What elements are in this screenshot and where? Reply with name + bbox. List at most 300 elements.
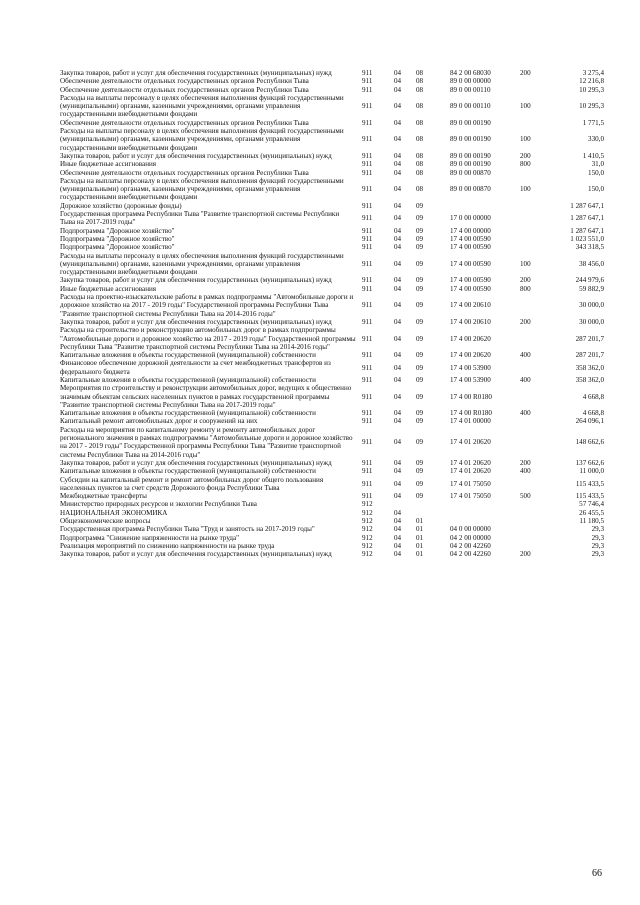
line-item-name: Государственная программа Республики Тыва "Труд и занятость на 2017-2019 годы" xyxy=(60,525,315,534)
line-item-name: Иные бюджетные ассигнования xyxy=(60,160,157,169)
expense-type-code xyxy=(520,525,548,533)
table-row xyxy=(60,127,604,152)
expense-type-code: 400 xyxy=(520,409,531,418)
table-row xyxy=(60,243,604,251)
section-code: 04 xyxy=(394,409,402,418)
section-code: 04 xyxy=(394,151,402,160)
amount: 10 295,3 xyxy=(579,85,604,94)
line-item-name: Закупка товаров, работ и услуг для обеспечения государственных (муниципальных) нужд xyxy=(60,317,332,326)
expense-type-code xyxy=(520,426,548,459)
table-row xyxy=(60,500,604,508)
amount: 30 000,0 xyxy=(579,301,604,310)
target-article-code xyxy=(446,500,520,508)
budget-table xyxy=(60,69,604,559)
section-code: 04 xyxy=(394,284,402,293)
budget-table-body xyxy=(60,69,604,559)
section-code: 04 xyxy=(394,77,402,86)
subsection-code: 09 xyxy=(416,392,424,401)
admin-code: 912 xyxy=(362,533,373,542)
subsection-code: 09 xyxy=(416,467,424,476)
table-row xyxy=(60,119,604,127)
expense-type-code: 100 xyxy=(520,102,531,111)
amount: 57 746,4 xyxy=(579,500,604,509)
line-item-name: Закупка товаров, работ и услуг для обеспечения государственных (муниципальных) нужд xyxy=(60,151,332,160)
subsection-code: 08 xyxy=(416,102,424,111)
expense-type-code xyxy=(520,227,548,235)
section-code: 04 xyxy=(394,550,402,559)
target-article-code: 89 0 00 00870 xyxy=(450,185,491,194)
line-item-name: Общеэкономические вопросы xyxy=(60,517,151,526)
section-code: 04 xyxy=(394,375,402,384)
admin-code: 911 xyxy=(362,334,373,343)
section-code: 04 xyxy=(394,525,402,534)
table-row xyxy=(60,409,604,417)
amount: 150,0 xyxy=(588,185,604,194)
amount: 4 668,8 xyxy=(582,392,604,401)
section-code: 04 xyxy=(394,541,402,550)
table-row xyxy=(60,459,604,467)
line-item-name: Капитальные вложения в объекты государственной (муниципальной) собственности xyxy=(60,409,316,418)
line-item-name: Закупка товаров, работ и услуг для обеспечения государственных (муниципальных) нужд xyxy=(60,69,332,77)
line-item-name: Расходы на выплаты персоналу в целях обеспечения выполнения функций государственными (муниципальными) органами, казенными учреждениями, органами управления государственными внебюджетными фондами xyxy=(60,251,344,277)
target-article-code: 17 4 01 75050 xyxy=(450,492,491,501)
section-code: 04 xyxy=(394,438,402,447)
amount: 11 180,5 xyxy=(579,517,604,526)
target-article-code: 17 0 00 00000 xyxy=(450,214,491,223)
section-code: 04 xyxy=(394,417,402,426)
table-row xyxy=(60,69,604,77)
table-row xyxy=(60,293,604,318)
table-row xyxy=(60,152,604,160)
line-item-name: Расходы на выплаты персоналу в целях обеспечения выполнения функций государственными (муниципальными) органами, казенными учреждениями, органами управления государственными внебюджетными фондами xyxy=(60,176,344,202)
target-article-code: 17 4 00 00590 xyxy=(450,243,491,252)
expense-type-code xyxy=(520,235,548,243)
expense-type-code: 400 xyxy=(520,375,531,384)
admin-code: 911 xyxy=(362,438,373,447)
line-item-name: Капитальный ремонт автомобильных дорог и сооружений на них xyxy=(60,417,258,426)
subsection-code: 08 xyxy=(416,69,424,77)
line-item-name: Иные бюджетные ассигнования xyxy=(60,284,157,293)
target-article-code: 17 4 00 20610 xyxy=(450,317,491,326)
subsection-code: 01 xyxy=(416,517,424,526)
section-code: 04 xyxy=(394,160,402,169)
amount: 1 287 647,1 xyxy=(570,226,604,235)
amount: 1 287 647,1 xyxy=(570,201,604,210)
amount: 1 287 647,1 xyxy=(570,214,604,223)
table-row xyxy=(60,492,604,500)
admin-code: 912 xyxy=(362,500,373,509)
admin-code: 911 xyxy=(362,409,373,418)
admin-code: 911 xyxy=(362,458,373,467)
section-code: 04 xyxy=(394,276,402,285)
section-code: 04 xyxy=(394,533,402,542)
section-code: 04 xyxy=(394,234,402,243)
table-row xyxy=(60,235,604,243)
table-row xyxy=(60,94,604,119)
line-item-name: Министерство природных ресурсов и экологии Республики Тыва xyxy=(60,500,257,509)
admin-code: 912 xyxy=(362,525,373,534)
expense-type-code: 100 xyxy=(520,185,531,194)
table-row xyxy=(60,476,604,493)
amount: 30 000,0 xyxy=(579,317,604,326)
target-article-code: 89 0 00 00190 xyxy=(450,160,491,169)
section-code: 04 xyxy=(394,392,402,401)
section-code: 04 xyxy=(394,201,402,210)
expense-type-code: 100 xyxy=(520,135,531,144)
admin-code: 911 xyxy=(362,69,373,77)
target-article-code: 89 0 00 00110 xyxy=(450,102,491,111)
expense-type-code: 500 xyxy=(520,492,531,501)
subsection-code: 08 xyxy=(416,77,424,86)
target-article-code: 17 4 00 00590 xyxy=(450,234,491,243)
admin-code: 911 xyxy=(362,214,373,223)
target-article-code: 17 4 00 20620 xyxy=(450,334,491,343)
admin-code: 911 xyxy=(362,392,373,401)
section-code xyxy=(394,500,416,508)
section-code: 04 xyxy=(394,351,402,360)
line-item-name: Обеспечение деятельности отдельных государственных органов Республики Тыва xyxy=(60,85,309,94)
admin-code: 912 xyxy=(362,517,373,526)
table-row xyxy=(60,426,604,459)
table-row xyxy=(60,252,604,277)
admin-code: 911 xyxy=(362,226,373,235)
subsection-code: 09 xyxy=(416,334,424,343)
amount: 115 433,5 xyxy=(575,492,604,501)
admin-code: 911 xyxy=(362,234,373,243)
table-row xyxy=(60,550,604,558)
section-code: 04 xyxy=(394,458,402,467)
expense-type-code xyxy=(520,77,548,85)
amount: 264 096,1 xyxy=(575,417,604,426)
amount: 358 362,0 xyxy=(575,375,604,384)
admin-code: 911 xyxy=(362,259,373,268)
line-item-name: Межбюджетные трансферты xyxy=(60,492,147,501)
subsection-code: 08 xyxy=(416,85,424,94)
expense-type-code xyxy=(520,326,548,351)
amount: 31,0 xyxy=(591,160,604,169)
subsection-code: 09 xyxy=(416,259,424,268)
line-item-name: Расходы на выплаты персоналу в целях обеспечения выполнения функций государственными (муниципальными) органами, казенными учреждениями, органами управления государственными внебюджетными фондами xyxy=(60,93,344,119)
subsection-code: 09 xyxy=(416,417,424,426)
line-item-name: Подпрограмма "Дорожное хозяйство" xyxy=(60,243,175,252)
expense-type-code xyxy=(520,509,548,517)
subsection-code: 09 xyxy=(416,458,424,467)
expense-type-code: 400 xyxy=(520,351,531,360)
section-code: 04 xyxy=(394,118,402,127)
line-item-name: Подпрограмма "Дорожное хозяйство" xyxy=(60,226,175,235)
amount: 150,0 xyxy=(588,168,604,177)
amount: 29,3 xyxy=(591,533,604,542)
target-article-code: 17 4 01 20620 xyxy=(450,438,491,447)
target-article-code: 89 0 00 00000 xyxy=(450,77,491,86)
section-code: 04 xyxy=(394,214,402,223)
section-code: 04 xyxy=(394,479,402,488)
amount: 10 295,3 xyxy=(579,102,604,111)
expense-type-code xyxy=(520,542,548,550)
amount: 287 201,7 xyxy=(575,334,604,343)
section-code: 04 xyxy=(394,334,402,343)
target-article-code: 04 2 00 00000 xyxy=(450,533,491,542)
table-row xyxy=(60,318,604,326)
target-article-code xyxy=(446,202,520,210)
subsection-code: 09 xyxy=(416,301,424,310)
line-item-name: Капитальные вложения в объекты государственной (муниципальной) собственности xyxy=(60,467,316,476)
target-article-code: 17 4 01 20620 xyxy=(450,467,491,476)
subsection-code: 09 xyxy=(416,492,424,501)
section-code: 04 xyxy=(394,69,402,77)
table-row xyxy=(60,285,604,293)
expense-type-code xyxy=(520,384,548,409)
line-item-name: Закупка товаров, работ и услуг для обеспечения государственных (муниципальных) нужд xyxy=(60,458,332,467)
target-article-code xyxy=(446,509,520,517)
target-article-code: 17 4 01 20620 xyxy=(450,458,491,467)
admin-code: 911 xyxy=(362,363,373,372)
admin-code: 911 xyxy=(362,492,373,501)
table-row xyxy=(60,77,604,85)
subsection-code: 09 xyxy=(416,201,424,210)
table-row xyxy=(60,517,604,525)
subsection-code: 09 xyxy=(416,284,424,293)
target-article-code: 17 4 00 00590 xyxy=(450,259,491,268)
line-item-name: Дорожное хозяйство (дорожные фонды) xyxy=(60,201,182,210)
admin-code: 911 xyxy=(362,185,373,194)
amount: 59 882,9 xyxy=(579,284,604,293)
expense-type-code: 200 xyxy=(520,550,531,559)
expense-type-code xyxy=(520,243,548,251)
admin-code: 911 xyxy=(362,151,373,160)
section-code: 04 xyxy=(394,467,402,476)
section-code: 04 xyxy=(394,243,402,252)
amount: 343 318,5 xyxy=(575,243,604,252)
target-article-code: 04 2 00 42260 xyxy=(450,550,491,559)
subsection-code: 09 xyxy=(416,243,424,252)
admin-code: 911 xyxy=(362,417,373,426)
page-number: 66 xyxy=(592,868,602,879)
line-item-name: Подпрограмма "Дорожное хозяйство" xyxy=(60,234,175,243)
table-row xyxy=(60,160,604,168)
table-row xyxy=(60,86,604,94)
expense-type-code xyxy=(520,517,548,525)
target-article-code: 89 0 00 00110 xyxy=(450,85,491,94)
expense-type-code: 200 xyxy=(520,317,531,326)
amount: 26 455,5 xyxy=(579,508,604,517)
subsection-code: 09 xyxy=(416,363,424,372)
admin-code: 911 xyxy=(362,160,373,169)
admin-code: 911 xyxy=(362,301,373,310)
subsection-code xyxy=(416,509,446,517)
admin-code: 912 xyxy=(362,550,373,559)
admin-code: 911 xyxy=(362,77,373,86)
subsection-code: 08 xyxy=(416,135,424,144)
admin-code: 911 xyxy=(362,201,373,210)
subsection-code: 09 xyxy=(416,479,424,488)
subsection-code: 09 xyxy=(416,234,424,243)
table-row xyxy=(60,210,604,227)
target-article-code: 04 0 00 00000 xyxy=(450,525,491,534)
section-code: 04 xyxy=(394,168,402,177)
amount: 1 410,5 xyxy=(582,151,604,160)
section-code: 04 xyxy=(394,135,402,144)
target-article-code xyxy=(446,517,520,525)
line-item-name: Обеспечение деятельности отдельных государственных органов Республики Тыва xyxy=(60,118,309,127)
target-article-code: 04 2 00 42260 xyxy=(450,541,491,550)
target-article-code: 17 4 00 53900 xyxy=(450,363,491,372)
table-row xyxy=(60,359,604,376)
section-code: 04 xyxy=(394,301,402,310)
section-code: 04 xyxy=(394,492,402,501)
admin-code: 911 xyxy=(362,479,373,488)
admin-code: 912 xyxy=(362,508,373,517)
target-article-code: 17 4 00 20620 xyxy=(450,351,491,360)
expense-type-code xyxy=(520,86,548,94)
amount: 115 433,5 xyxy=(575,479,604,488)
subsection-code: 08 xyxy=(416,185,424,194)
subsection-code: 08 xyxy=(416,118,424,127)
subsection-code: 08 xyxy=(416,160,424,169)
section-code: 04 xyxy=(394,259,402,268)
amount: 244 979,6 xyxy=(575,276,604,285)
target-article-code: 89 0 00 00190 xyxy=(450,118,491,127)
expense-type-code xyxy=(520,417,548,425)
target-article-code: 17 4 00 R0180 xyxy=(450,392,492,401)
target-article-code: 17 4 01 75050 xyxy=(450,479,491,488)
expense-type-code: 200 xyxy=(520,458,531,467)
table-row xyxy=(60,351,604,359)
expense-type-code xyxy=(520,293,548,318)
line-item-name: Капитальные вложения в объекты государственной (муниципальной) собственности xyxy=(60,351,316,360)
section-code: 04 xyxy=(394,517,402,526)
table-row xyxy=(60,525,604,533)
subsection-code: 09 xyxy=(416,226,424,235)
admin-code: 911 xyxy=(362,276,373,285)
amount: 330,0 xyxy=(588,135,604,144)
subsection-code: 09 xyxy=(416,276,424,285)
table-row xyxy=(60,509,604,517)
line-item-name: Субсидии на капитальный ремонт и ремонт автомобильных дорог общего пользования населенных пунктов за счет средств Дорожного фонда Республики Тыва xyxy=(60,475,324,492)
line-item-name: НАЦИОНАЛЬНАЯ ЭКОНОМИКА xyxy=(60,508,168,517)
admin-code: 911 xyxy=(362,243,373,252)
expense-type-code: 100 xyxy=(520,259,531,268)
amount: 1 771,5 xyxy=(582,118,604,127)
expense-type-code xyxy=(520,169,548,177)
admin-code: 911 xyxy=(362,135,373,144)
amount: 29,3 xyxy=(591,541,604,550)
expense-type-code xyxy=(520,359,548,376)
admin-code: 911 xyxy=(362,85,373,94)
table-row xyxy=(60,467,604,475)
table-row xyxy=(60,417,604,425)
target-article-code: 89 0 00 00190 xyxy=(450,135,491,144)
admin-code: 911 xyxy=(362,284,373,293)
amount: 1 023 551,0 xyxy=(570,234,604,243)
table-row xyxy=(60,384,604,409)
amount: 137 662,6 xyxy=(575,458,604,467)
line-item-name: Закупка товаров, работ и услуг для обеспечения государственных (муниципальных) нужд xyxy=(60,550,332,559)
admin-code: 911 xyxy=(362,317,373,326)
subsection-code: 09 xyxy=(416,409,424,418)
line-item-name: Мероприятия по строительству и реконструкции автомобильных дорог, ведущих к общественно значимым объектам сельских населенных пунктов в рамках государственной программы "Развитие транспортной системы Республики Тыва на 2017-2019 годы" xyxy=(60,384,352,409)
admin-code: 911 xyxy=(362,168,373,177)
line-item-name: Государственная программа Республики Тыва "Развитие транспортной системы Республики Тыва на 2017-2019 годы" xyxy=(60,210,340,227)
target-article-code: 89 0 00 00190 xyxy=(450,151,491,160)
expense-type-code xyxy=(520,476,548,493)
section-code: 04 xyxy=(394,508,402,517)
target-article-code: 17 4 00 53900 xyxy=(450,375,491,384)
amount: 12 216,8 xyxy=(579,77,604,86)
subsection-code: 09 xyxy=(416,375,424,384)
subsection-code: 09 xyxy=(416,214,424,223)
table-row xyxy=(60,376,604,384)
amount: 11 000,0 xyxy=(579,467,604,476)
line-item-name: Расходы на проектно-изыскательские работы в рамках подпрограммы "Автомобильные дороги и дорожное хозяйство на 2017 - 2019 годы" Государственной программы Республики Тыва "Развитие транспортной системы Республики Тыва на 2014-2016 годы" xyxy=(60,293,354,318)
target-article-code: 89 0 00 00870 xyxy=(450,168,491,177)
line-item-name: Расходы на выплаты персоналу в целях обеспечения выполнения функций государственными (муниципальными) органами, казенными учреждениями, органами управления государственными внебюджетными фондами xyxy=(60,127,344,152)
admin-code: 912 xyxy=(362,541,373,550)
admin-code: 911 xyxy=(362,102,373,111)
table-row xyxy=(60,177,604,202)
subsection-code: 01 xyxy=(416,550,424,559)
line-item-name: Обеспечение деятельности отдельных государственных органов Республики Тыва xyxy=(60,77,309,86)
target-article-code: 84 2 00 68030 xyxy=(450,69,491,77)
amount: 3 275,4 xyxy=(582,69,604,77)
table-row xyxy=(60,326,604,351)
expense-type-code: 200 xyxy=(520,151,531,160)
target-article-code: 17 4 00 00000 xyxy=(450,226,491,235)
expense-type-code xyxy=(520,500,548,508)
subsection-code: 08 xyxy=(416,168,424,177)
expense-type-code xyxy=(520,202,548,210)
table-row xyxy=(60,202,604,210)
subsection-code: 09 xyxy=(416,438,424,447)
expense-type-code: 200 xyxy=(520,69,531,77)
expense-type-code xyxy=(520,119,548,127)
target-article-code: 17 4 01 00000 xyxy=(450,417,491,426)
admin-code: 911 xyxy=(362,375,373,384)
section-code: 04 xyxy=(394,185,402,194)
expense-type-code xyxy=(520,534,548,542)
expense-type-code xyxy=(520,210,548,227)
subsection-code: 01 xyxy=(416,541,424,550)
line-item-name: Закупка товаров, работ и услуг для обеспечения государственных (муниципальных) нужд xyxy=(60,276,332,285)
target-article-code: 17 4 00 20610 xyxy=(450,301,491,310)
admin-code: 911 xyxy=(362,351,373,360)
subsection-code: 01 xyxy=(416,533,424,542)
line-item-name: Финансовое обеспечение дорожной деятельности за счет межбюджетных трансфертов из федерального бюджета xyxy=(60,359,331,376)
table-row xyxy=(60,169,604,177)
subsection-code xyxy=(416,500,446,508)
amount: 29,3 xyxy=(591,525,604,534)
subsection-code: 09 xyxy=(416,317,424,326)
line-item-name: Подпрограмма "Снижение напряженности на рынке труда" xyxy=(60,533,240,542)
amount: 287 201,7 xyxy=(575,351,604,360)
table-row xyxy=(60,534,604,542)
line-item-name: Реализация мероприятий по снижению напряженности на рынке труда xyxy=(60,541,275,550)
target-article-code: 17 4 00 R0180 xyxy=(450,409,492,418)
expense-type-code: 800 xyxy=(520,160,531,169)
amount: 358 362,0 xyxy=(575,363,604,372)
subsection-code: 01 xyxy=(416,525,424,534)
subsection-code: 09 xyxy=(416,351,424,360)
line-item-name: Капитальные вложения в объекты государственной (муниципальной) собственности xyxy=(60,375,316,384)
subsection-code: 08 xyxy=(416,151,424,160)
section-code: 04 xyxy=(394,317,402,326)
section-code: 04 xyxy=(394,226,402,235)
admin-code: 911 xyxy=(362,118,373,127)
section-code: 04 xyxy=(394,363,402,372)
line-item-name: Обеспечение деятельности отдельных государственных органов Республики Тыва xyxy=(60,168,309,177)
section-code: 04 xyxy=(394,85,402,94)
budget-table-page xyxy=(60,69,604,559)
